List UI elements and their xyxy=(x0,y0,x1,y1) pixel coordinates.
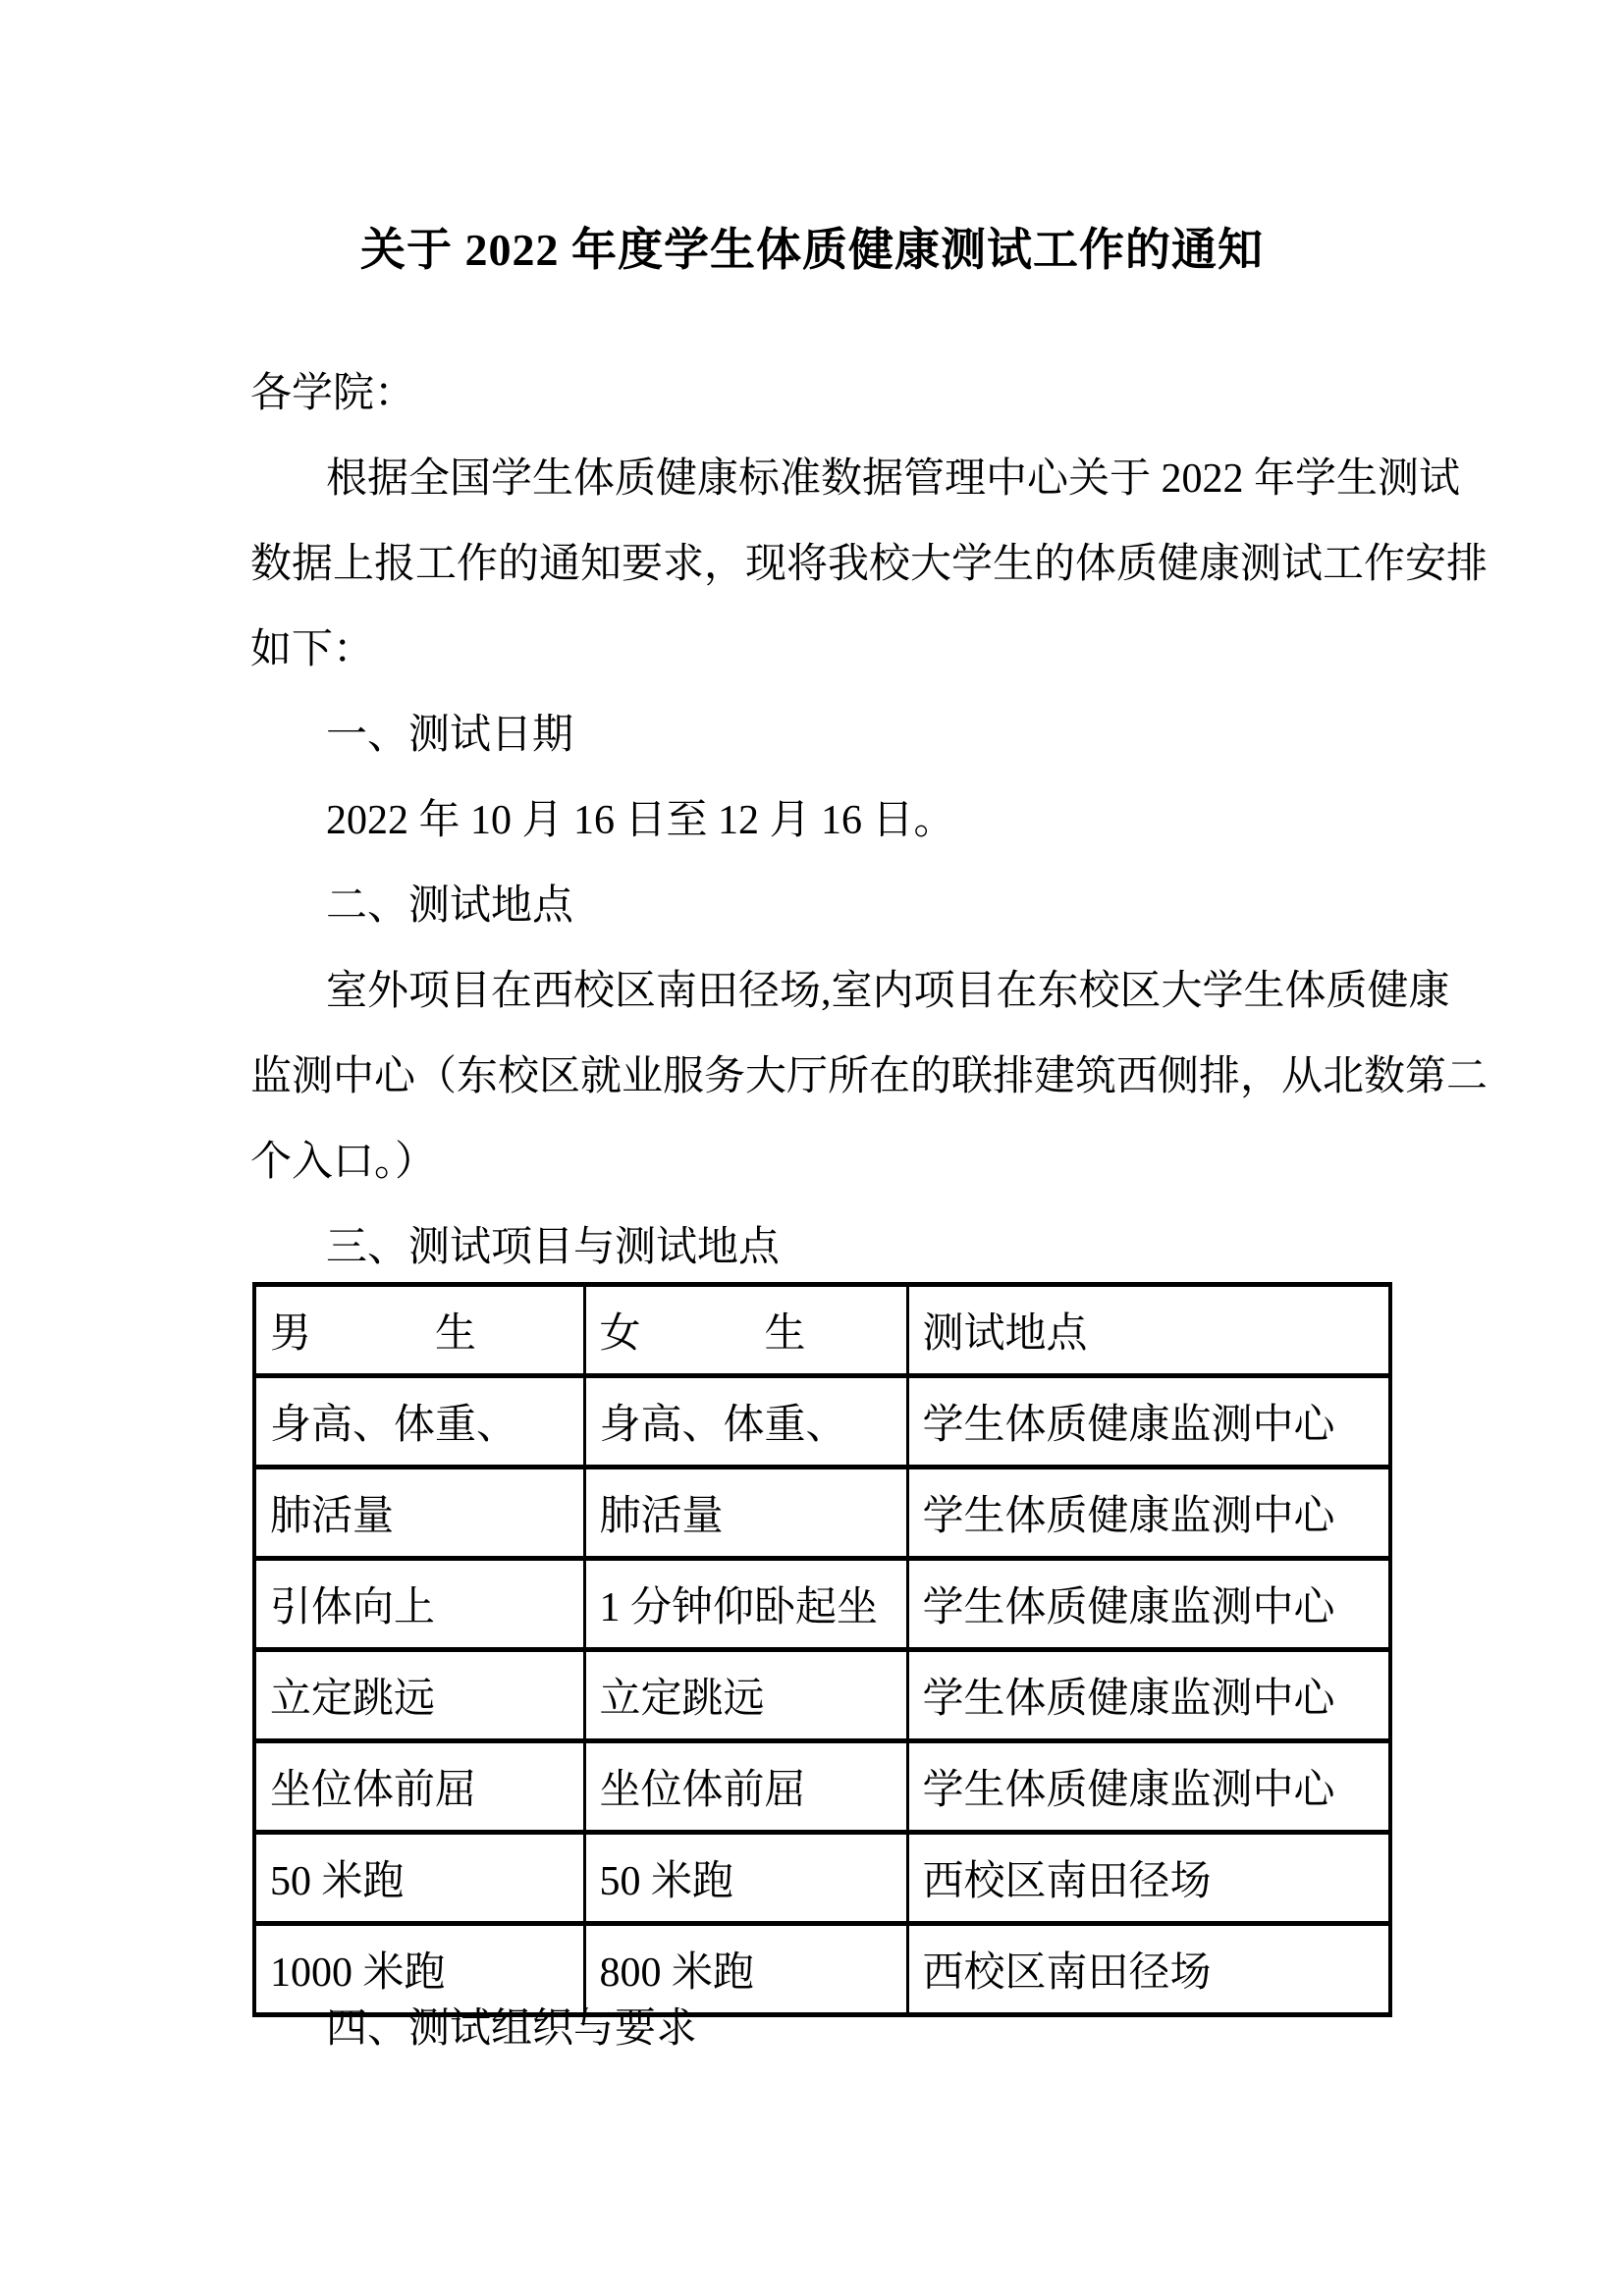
table-cell-female-item: 肺活量 xyxy=(584,1468,907,1559)
document-body-continued xyxy=(250,1982,1380,2067)
table-cell-female-item: 身高、体重、 xyxy=(584,1376,907,1468)
table-header-female: 女 生 xyxy=(584,1285,907,1376)
table-row xyxy=(254,1468,1390,1559)
section-1-heading: 一、测试日期 xyxy=(326,712,574,758)
section-2-line-2: 监测中心（东校区就业服务大厅所在的联排建筑西侧排，从北数第二 xyxy=(250,1053,1489,1099)
table-row xyxy=(254,1650,1390,1741)
table-cell-location: 学生体质健康监测中心 xyxy=(907,1741,1390,1833)
table-cell-location: 学生体质健康监测中心 xyxy=(907,1468,1390,1559)
table-row xyxy=(254,1741,1390,1833)
section-2-line-3: 个入口。） xyxy=(250,1139,437,1185)
intro-line-2: 数据上报工作的通知要求，现将我校大学生的体质健康测试工作安排 xyxy=(250,541,1489,587)
table-cell-male-item: 50 米跑 xyxy=(254,1833,584,1924)
table-header-row xyxy=(254,1285,1390,1376)
table-cell-male-item: 引体向上 xyxy=(254,1559,584,1650)
table-cell-location: 学生体质健康监测中心 xyxy=(907,1559,1390,1650)
table-row xyxy=(254,1376,1390,1468)
table-header-location: 测试地点 xyxy=(907,1285,1390,1376)
section-3-heading: 三、测试项目与测试地点 xyxy=(326,1224,781,1270)
table-cell-male-item: 1000 米跑 xyxy=(254,1924,584,2015)
section-1-date-value: 2022 年 10 月 16 日至 12 月 16 日。 xyxy=(326,797,955,843)
section-2-heading: 二、测试地点 xyxy=(326,882,574,929)
table-cell-female-item: 坐位体前屈 xyxy=(584,1741,907,1833)
table-cell-location: 学生体质健康监测中心 xyxy=(907,1650,1390,1741)
table-cell-female-item: 50 米跑 xyxy=(584,1833,907,1924)
table-cell-male-item: 坐位体前屈 xyxy=(254,1741,584,1833)
section-4-heading: 四、测试组织与要求 xyxy=(326,2005,698,2052)
intro-line-1: 根据全国学生体质健康标准数据管理中心关于 2022 年学生测试 xyxy=(326,455,1461,502)
table-cell-location: 西校区南田径场 xyxy=(907,1833,1390,1924)
document-title: 关于 2022 年度学生体质健康测试工作的通知 xyxy=(360,225,1264,275)
table-cell-female-item: 800 米跑 xyxy=(584,1924,907,2015)
table-cell-male-item: 肺活量 xyxy=(254,1468,584,1559)
table-cell-location: 西校区南田径场 xyxy=(907,1924,1390,2015)
salutation: 各学院： xyxy=(250,370,416,416)
intro-line-3: 如下： xyxy=(250,626,375,672)
test-items-table xyxy=(252,1282,1392,2017)
table-cell-location: 学生体质健康监测中心 xyxy=(907,1376,1390,1468)
table-header-male: 男 生 xyxy=(254,1285,584,1376)
table-cell-female-item: 立定跳远 xyxy=(584,1650,907,1741)
document-body xyxy=(250,347,1489,1286)
table-row xyxy=(254,1559,1390,1650)
table-cell-female-item: 1 分钟仰卧起坐 xyxy=(584,1559,907,1650)
table-cell-male-item: 立定跳远 xyxy=(254,1650,584,1741)
table-row xyxy=(254,1833,1390,1924)
section-2-line-1: 室外项目在西校区南田径场,室内项目在东校区大学生体质健康 xyxy=(326,968,1450,1014)
table-cell-male-item: 身高、体重、 xyxy=(254,1376,584,1468)
